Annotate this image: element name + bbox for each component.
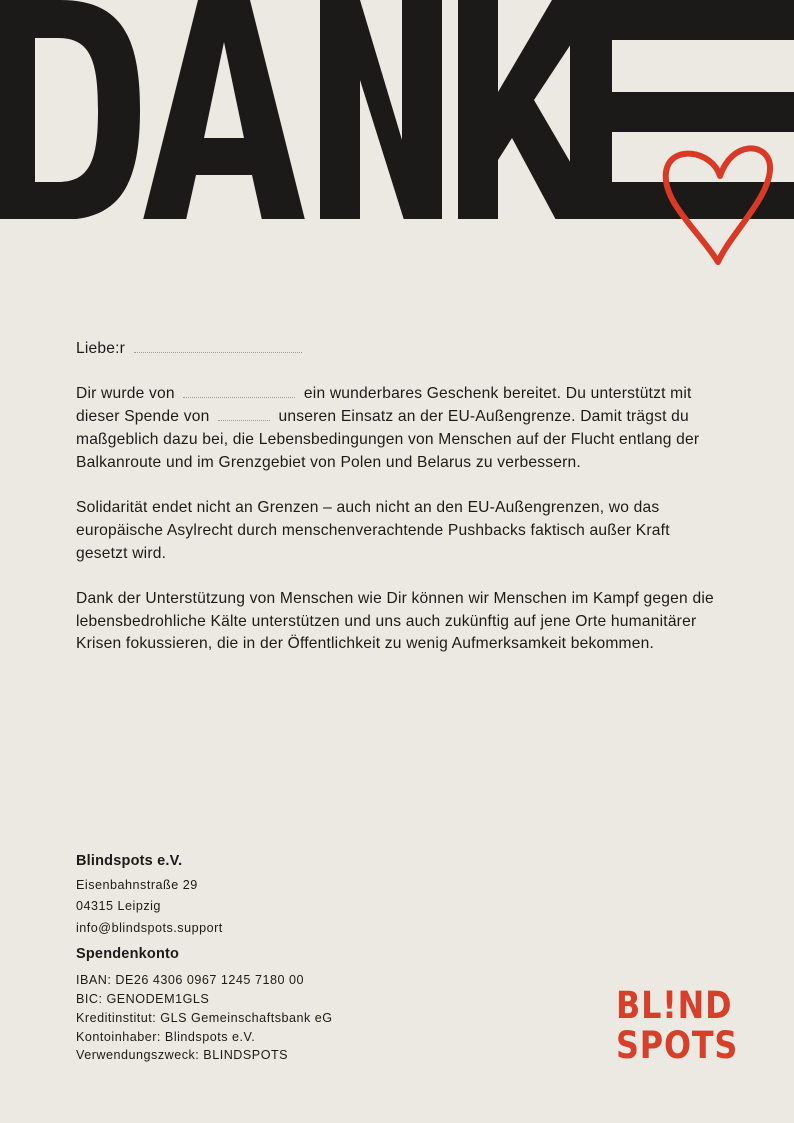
p1-text-c: unseren Einsatz an der EU-Außengrenze. Damit trägst du maßgeblich dazu bei, die Lebensbedingungen von Menschen auf der Flucht entlang der Balkanroute und im Grenzgebiet von Polen und Belarus zu verbessern. [76, 408, 700, 471]
amount-blank [218, 408, 270, 421]
org-email: info@blindspots.support [76, 920, 223, 935]
donor-name-blank [183, 385, 295, 398]
recipient-name-blank [134, 340, 302, 353]
org-city: 04315 Leipzig [76, 899, 161, 914]
letter-body [76, 338, 716, 679]
blindspots-logo [616, 984, 739, 1067]
logo-line-2: SPOTS [616, 1024, 739, 1067]
paragraph-2: Solidarität endet nicht an Grenzen – auch nicht an den EU-Außengrenzen, wo das europäische Asylrecht durch menschenverachtende Pushbacks faktisch außer Kraft gesetzt wird. [76, 498, 670, 562]
p1-text-b: ein wunderbares Geschenk bereitet. Du unterstützt mit dieser Spende von [76, 385, 692, 426]
account-title: Spendenkonto [76, 946, 180, 963]
org-name: Blindspots e.V. [76, 853, 183, 869]
account-bic: BIC: GENODEM1GLS [76, 992, 210, 1007]
account-bank: Kreditinstitut: GLS Gemeinschaftsbank eG [76, 1010, 333, 1025]
heart-icon [660, 136, 780, 266]
footer-contact [76, 853, 476, 1065]
p1-text-a: Dir wurde von [76, 385, 175, 403]
account-purpose: Verwendungszweck: BLINDSPOTS [76, 1048, 289, 1063]
logo-line-1: BL!ND [616, 984, 733, 1027]
account-iban: IBAN: DE26 4306 0967 1245 7180 00 [76, 973, 304, 988]
salutation-line [76, 338, 716, 361]
salutation: Liebe:r [76, 340, 126, 357]
paragraph-3: Dank der Unterstützung von Menschen wie Dir können wir Menschen im Kampf gegen die lebensbedrohliche Kälte unterstützen und uns auch zukünftig auf jene Orte humanitärer Krisen fokussieren, die in der Öffentlichkeit zu wenig Aufmerksamkeit bekommen. [76, 589, 714, 653]
account-holder: Kontoinhaber: Blindspots e.V. [76, 1029, 256, 1044]
paragraph-1 [76, 383, 716, 474]
org-street: Eisenbahnstraße 29 [76, 878, 198, 892]
